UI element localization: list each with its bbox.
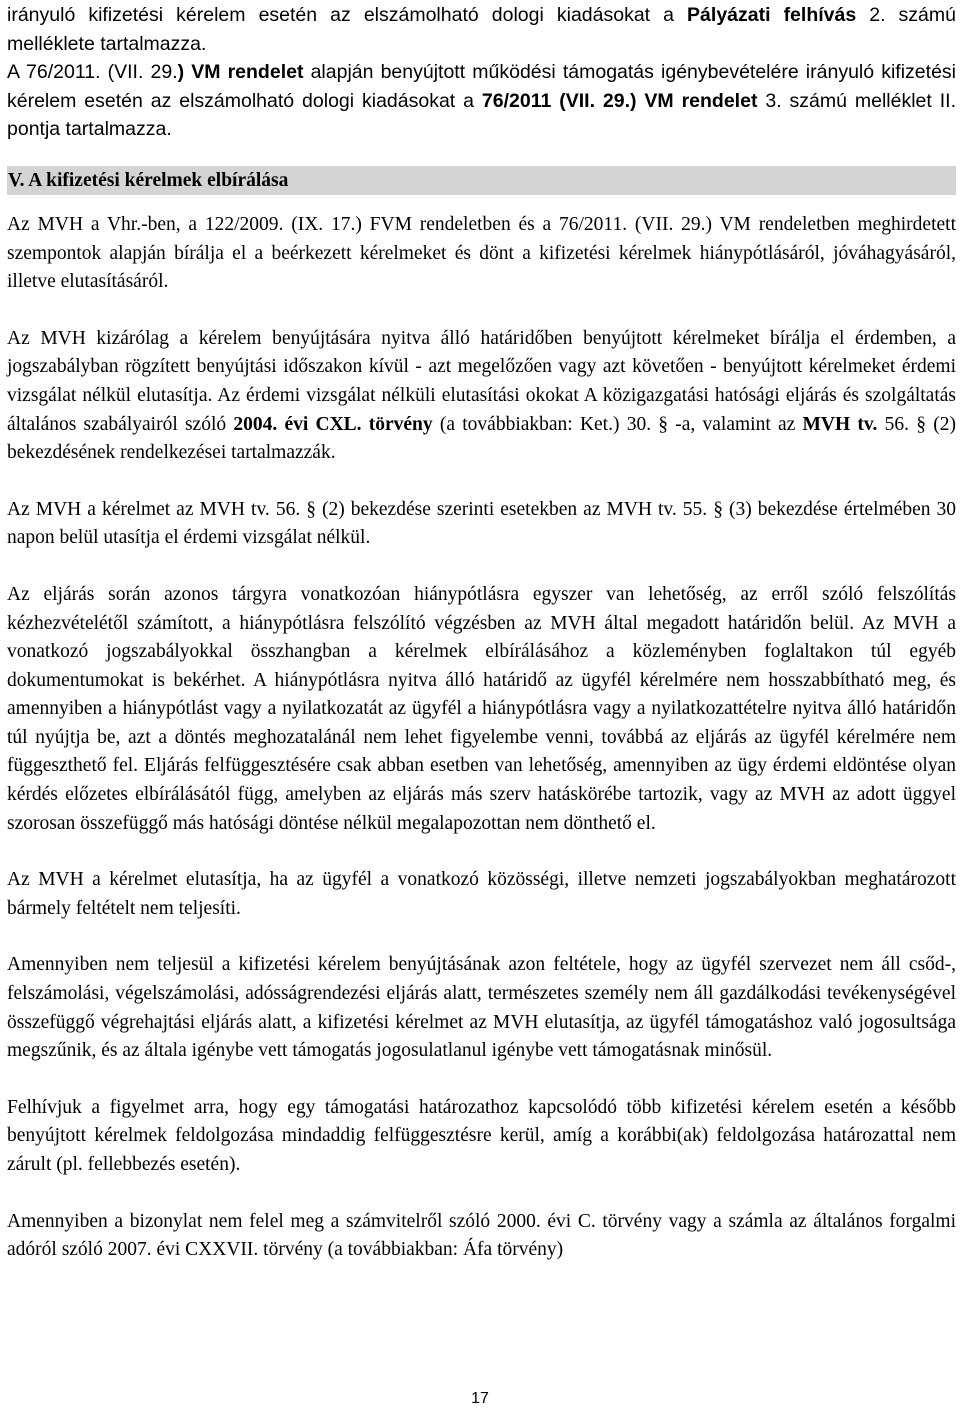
- p2-text-e: 56. § (2) bekezdésének rendelkezései tartalmazzák.: [7, 413, 956, 464]
- paragraph-5: Az MVH a kérelmet elutasítja, ha az ügyfél a vonatkozó közösségi, illetve nemzeti jogszabályokban meghatározott bármely feltételt nem teljesíti.: [7, 869, 956, 919]
- p2-bold-mvh: MVH tv.: [802, 413, 878, 435]
- section-heading: V. A kifizetési kérelmek elbírálása: [7, 166, 956, 195]
- intro-bold-1: Pályázati felhívás: [687, 4, 857, 26]
- paragraph-7: Felhívjuk a figyelmet arra, hogy egy támogatási határozathoz kapcsolódó több kifizetési kérelem esetén a később benyújtott kérelmek feldolgozása mindaddig felfüggesztésre kerül, amíg a korábbi(ak) feldolgozása határozattal nem zárult (pl. fellebbezés esetén).: [7, 1096, 956, 1175]
- p2-text-c: (a továbbiakban: Ket.) 30. § -a, valamint az: [432, 413, 803, 435]
- intro-text-1: irányuló kifizetési kérelem esetén az elszámolható dologi kiadásokat a: [7, 4, 688, 26]
- intro-text-5: 3. számú melléklet II. pontja tartalmazza.: [7, 89, 956, 141]
- intro-paragraph: [7, 0, 956, 144]
- page-number: 17: [471, 1390, 489, 1407]
- paragraph-4: Az eljárás során azonos tárgyra vonatkozóan hiánypótlásra egyszer van lehetőség, az erről szóló felszólítás kézhezvételétől számított, a hiánypótlásra felszólító végzésben az MVH által megadott határidőn belül. Az MVH a vonatkozó jogszabályokkal összhangban a kérelmek elbírálásához a közleményben foglaltakon túl egyéb dokumentumokat is bekérhet. A hiánypótlásra nyitva álló határidő az ügyfél kérelmére nem hosszabbítható meg, és amennyiben a hiánypótlást vagy a nyilatkozatát az ügyfél a hiánypótlásra vagy a nyilatkozattételre nyitva álló határidőn túl nyújtja be, azt a döntés meghozatalánál nem lehet figyelembe venni, továbbá az eljárás az ügyfél kérelmére nem függeszthető fel. Eljárás felfüggesztésére csak abban esetben van lehetőség, amennyiben az ügy érdemi eldöntése olyan kérdés előzetes elbírálásától függ, amelyben az eljárás más szerv hatáskörébe tartozik, vagy az MVH az adott üggyel szorosan összefüggő más hatósági döntése nélkül megalapozottan nem dönthető el.: [7, 583, 956, 834]
- intro-bold-3: 76/2011 (VII. 29.) VM rendelet: [481, 89, 758, 112]
- document-page: [7, 0, 956, 1265]
- p2-text-a: Az MVH kizárólag a kérelem benyújtására nyitva álló határidőben benyújtott kérelmeket bírálja el érdemben, a jogszabályban rögzített benyújtási időszakon kívül - azt megelőzően vagy azt követően - benyújtott kérelmeket érdemi vizsgálat nélkül elutasítja. Az érdemi vizsgálat nélküli elutasítási okokat A közigazgatási hatósági eljárás és szolgáltatás általános szabályairól szóló: [7, 327, 956, 435]
- intro-bold-2: ) VM rendelet: [177, 61, 304, 84]
- paragraph-6: Amennyiben nem teljesül a kifizetési kérelem benyújtásának azon feltétele, hogy az ügyfél szervezet nem áll csőd-, felszámolási, végelszámolási, adósságrendezési eljárás alatt, természetes személy nem áll gazdálkodási tevékenységével összefüggő végrehajtási eljárás alatt, a kifizetési kérelmet az MVH elutasítja, az ügyfél támogatáshoz való jogosultsága megszűnik, és az általa igénybe vett támogatás jogosulatlanul igénybe vett támogatásnak minősül.: [7, 954, 956, 1062]
- paragraph-3: Az MVH a kérelmet az MVH tv. 56. § (2) bekezdése szerinti esetekben az MVH tv. 55. § (3) bekezdése értelmében 30 napon belül utasítja el érdemi vizsgálat nélkül.: [7, 498, 956, 549]
- intro-text-2: 2. számú melléklete tartalmazza.: [7, 4, 956, 55]
- intro-text-3: A 76/2011. (VII. 29.: [7, 61, 178, 84]
- p2-bold-law: 2004. évi CXL. törvény: [233, 413, 433, 435]
- paragraph-8: Amennyiben a bizonylat nem felel meg a számvitelről szóló 2000. évi C. törvény vagy a számla az általános forgalmi adóról szóló 2007. évi CXXVII. törvény (a továbbiakban: Áfa törvény): [7, 1210, 956, 1261]
- paragraph-1: Az MVH a Vhr.-ben, a 122/2009. (IX. 17.) FVM rendeletben és a 76/2011. (VII. 29.) VM rendeletben meghirdetett szempontok alapján bírálja el a beérkezett kérelmeket és dönt a kifizetési kérelmek hiánypótlásáról, jóváhagyásáról, illetve elutasításáról.: [7, 213, 956, 293]
- paragraph-2: [7, 325, 956, 468]
- intro-text-4: alapján benyújtott működési támogatás igénybevételére irányuló kifizetési kérelem esetén az elszámolható dologi kiadásokat a: [7, 61, 956, 112]
